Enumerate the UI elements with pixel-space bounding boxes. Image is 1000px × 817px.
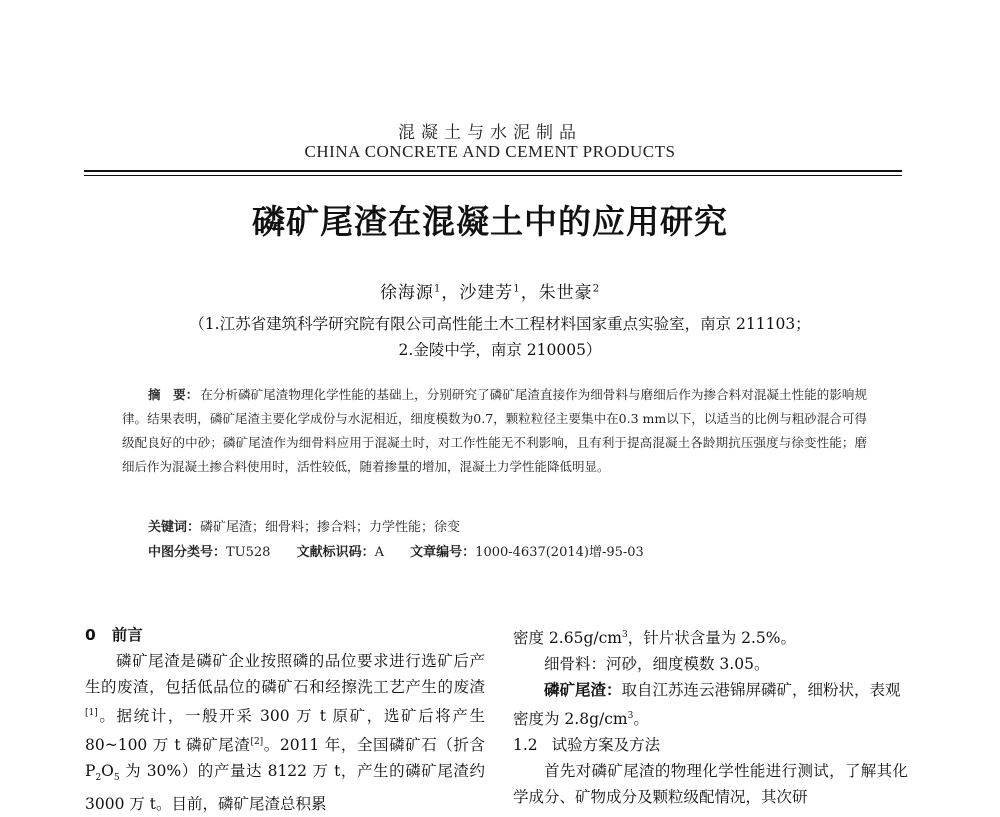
article-label: 文章编号： — [410, 545, 476, 560]
clc-label: 中图分类号： — [148, 545, 227, 560]
header-rule-thin — [84, 175, 902, 176]
phosphate-tailings-line — [513, 677, 908, 732]
intro-text-3: 。2011 年，全国磷矿石（折含 P — [85, 736, 485, 781]
article-value: 1000-4637(2014)增-95-03 — [475, 545, 644, 560]
keywords-label: 关键词： — [148, 520, 201, 535]
tailings-label: 磷矿尾渣： — [544, 681, 622, 700]
affiliation-line-2: 2.金陵中学，南京 210005） — [398, 341, 602, 359]
author-name: 沙建芳 — [459, 283, 514, 303]
section-number: 0 — [85, 626, 96, 644]
superscript: 3 — [627, 711, 634, 722]
subsection-title: 试验方案及方法 — [551, 736, 661, 755]
intro-paragraph — [85, 648, 485, 817]
doc-value: A — [374, 545, 385, 560]
abstract-label: 摘 要： — [148, 387, 199, 402]
subsection-heading — [513, 732, 908, 758]
subscript: 5 — [113, 773, 120, 784]
paper-title: 磷矿尾渣在混凝土中的应用研究 — [252, 202, 728, 241]
author-affil-mark: 1 — [513, 283, 521, 295]
author-affil-mark: 2 — [592, 283, 601, 295]
citation-1: [1] — [85, 708, 98, 718]
keywords — [148, 516, 460, 535]
text: ，针片状含量为 2.5%。 — [627, 629, 797, 648]
journal-name-cn: 混凝土与水泥制品 — [398, 123, 582, 143]
right-column — [513, 622, 908, 810]
tailings-text: 取自江苏连云港锦屏磷矿，细粉状，表观密度为 2.8g/cm — [513, 681, 901, 729]
text: 密度 2.65g/cm — [513, 629, 622, 648]
journal-name-en: CHINA CONCRETE AND CEMENT PRODUCTS — [304, 142, 676, 161]
classification-line — [148, 541, 666, 560]
keywords-text: 磷矿尾渣；细骨料；掺合料；力学性能；徐变 — [200, 520, 461, 535]
text: 。 — [633, 710, 649, 729]
doc-label: 文献标识码： — [296, 545, 375, 560]
clc-value: TU528 — [226, 545, 271, 560]
intro-text-2: 。据统计，一般开采 300 万 t 原矿，选矿后将产生 80~100 万 t 磷矿尾渣 — [85, 707, 485, 755]
author-name: 徐海源 — [379, 283, 434, 303]
section-heading — [85, 622, 485, 648]
author-name: 朱世豪 — [538, 283, 593, 303]
subsection-number: 1.2 — [513, 736, 538, 755]
header-rule-thick — [84, 170, 902, 172]
method-paragraph: 首先对磷矿尾渣的物理化学性能进行测试，了解其化学成分、矿物成分及颗粒级配情况，其次研 — [513, 762, 908, 807]
left-column — [85, 622, 485, 817]
doc-code — [297, 545, 384, 560]
fine-aggregate-line: 细骨料：河砂，细度模数 3.05。 — [544, 655, 770, 674]
author-affil-mark: 1 — [433, 283, 442, 295]
clc-code — [148, 545, 270, 560]
coarse-aggregate-continued — [513, 622, 908, 651]
superscript: 3 — [621, 630, 628, 640]
affiliation-line-1: （1.江苏省建筑科学研究院有限公司高性能土木工程材料国家重点实验室，南京 211103； — [189, 315, 811, 333]
intro-text-5: 为 30%）的产量达 8122 万 t，产生的磷矿尾渣约 3000 万 t。目前，磷矿尾渣总积累 — [85, 762, 485, 814]
section-title: 前言 — [111, 626, 143, 644]
citation-2: [2] — [250, 737, 264, 748]
abstract-text: 在分析磷矿尾渣物理化学性能的基础上，分别研究了磷矿尾渣直接作为细骨料与磨细后作为掺合料对混凝土性能的影响规律。结果表明，磷矿尾渣主要化学成份与水泥相近，细度模数为0.7，颗粒粒径主要集中在0.3 mm以下，以适当的比例与粗砂混合可得级配良好的中砂；磷矿尾渣作为细骨料应用于混凝土时，对工作性能无不利影响，且有利于提高混凝土各龄期抗压强度与徐变性能；磨细后作为混凝土掺合料使用时，活性较低，随着掺量的增加，混凝土力学性能降低明显。 — [122, 387, 867, 474]
intro-text-1: 磷矿尾渣是磷矿企业按照磷的品位要求进行选矿后产生的废渣，包括低品位的磷矿石和经擦洗工艺产生的废渣 — [85, 652, 485, 696]
intro-text-4: O — [101, 762, 114, 781]
article-number — [410, 545, 644, 560]
abstract — [122, 383, 867, 479]
subscript: 2 — [95, 773, 102, 784]
author-list: 徐海源$^1$，沙建芳$^1$，朱世豪$^2$ — [379, 283, 601, 303]
